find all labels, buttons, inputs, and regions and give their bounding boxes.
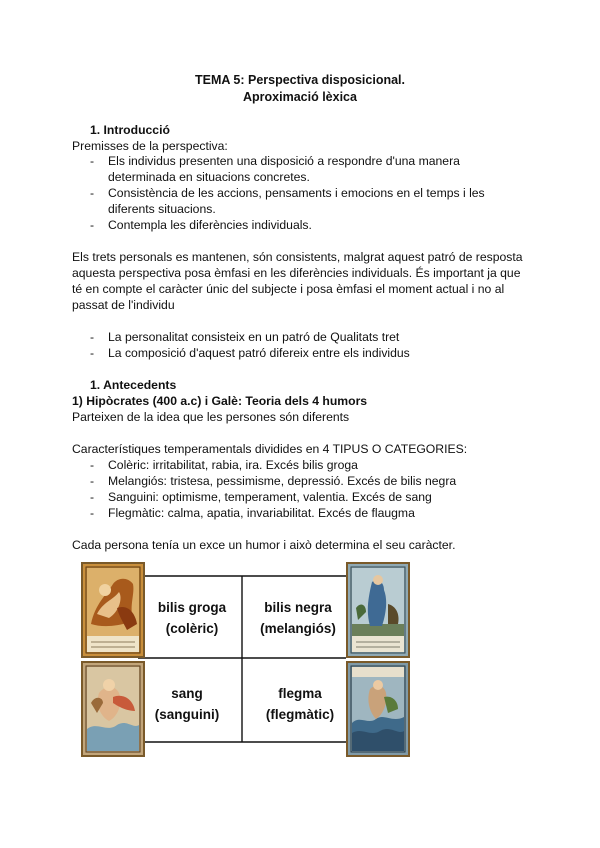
page-title: TEMA 5: Perspectiva disposicional.	[194, 73, 406, 87]
list-item: La composició d'aquest patró difereix entre els individus	[108, 346, 410, 360]
melancholic-type: (melangiós)	[260, 621, 336, 636]
sanguine-type: (sanguini)	[154, 707, 220, 722]
list-bullet: -	[90, 490, 95, 504]
categories-label: Característiques temperamentals dividides en 4 TIPUS O CATEGORIES:	[72, 442, 468, 456]
phlegmatic-card-image	[346, 661, 410, 757]
list-bullet: -	[90, 474, 95, 488]
phlegmatic-label	[250, 683, 350, 725]
list-item: La personalitat consisteix en un patró de Qualitats tret	[108, 330, 400, 344]
paragraph-line: té en compte el caràcter únic del subjecte i posa èmfasi el moment actual i no al	[72, 282, 505, 296]
list-item: Consistència de les accions, pensaments i emocions en el temps i les	[108, 186, 485, 200]
list-item-continuation: diferents situacions.	[108, 202, 216, 216]
list-bullet: -	[90, 330, 95, 344]
list-item: Contempla les diferències individuals.	[108, 218, 312, 232]
closing-text: Cada persona tenía un exce un humor i això determina el seu caràcter.	[72, 538, 456, 552]
melancholic-label	[246, 597, 350, 639]
list-item: Flegmàtic: calma, apatia, invariabilitat. Excés de flaugma	[108, 506, 415, 520]
list-item: Els individus presenten una disposició a respondre d'una manera	[108, 154, 460, 168]
intro-text: Parteixen de la idea que les persones són diferents	[72, 410, 350, 424]
choleric-type: (colèric)	[165, 621, 219, 636]
premises-label: Premisses de la perspectiva:	[72, 139, 228, 153]
list-bullet: -	[90, 186, 95, 200]
paragraph-line: Els trets personals es mantenen, són consistents, malgrat aquest patró de resposta	[72, 250, 523, 264]
choleric-card-image	[81, 562, 145, 658]
phlegmatic-type: (flegmàtic)	[265, 707, 335, 722]
list-bullet: -	[90, 458, 95, 472]
list-bullet: -	[90, 154, 95, 168]
paragraph-line: passat de l'individu	[72, 298, 175, 312]
melancholic-card-image	[346, 562, 410, 658]
page-subtitle: Aproximació lèxica	[243, 90, 357, 104]
list-bullet: -	[90, 506, 95, 520]
choleric-humor: bilis groga	[157, 600, 227, 615]
sanguine-humor: sang	[171, 686, 203, 701]
section-heading-introduccio: 1. Introducció	[90, 123, 170, 137]
list-item: Melangiós: tristesa, pessimisme, depressió. Excés de bilis negra	[108, 474, 457, 488]
list-item-continuation: determinada en situacions concretes.	[108, 170, 310, 184]
list-item: Sanguini: optimisme, temperament, valentia. Excés de sang	[108, 490, 432, 504]
list-bullet: -	[90, 218, 95, 232]
sanguine-label	[140, 683, 234, 725]
list-bullet: -	[90, 346, 95, 360]
phlegmatic-humor: flegma	[278, 686, 322, 701]
section-heading-antecedents: 1. Antecedents	[90, 378, 177, 392]
section-subheading: 1) Hipòcrates (400 a.c) i Galè: Teoria dels 4 humors	[72, 394, 368, 408]
sanguine-card-image	[81, 661, 145, 757]
list-item: Colèric: irritabilitat, rabia, ira. Excés bilis groga	[108, 458, 358, 472]
choleric-label	[145, 597, 239, 639]
paragraph-line: aquesta perspectiva posa èmfasi en les diferències individuals. És important ja que	[72, 266, 521, 280]
melancholic-humor: bilis negra	[264, 600, 332, 615]
